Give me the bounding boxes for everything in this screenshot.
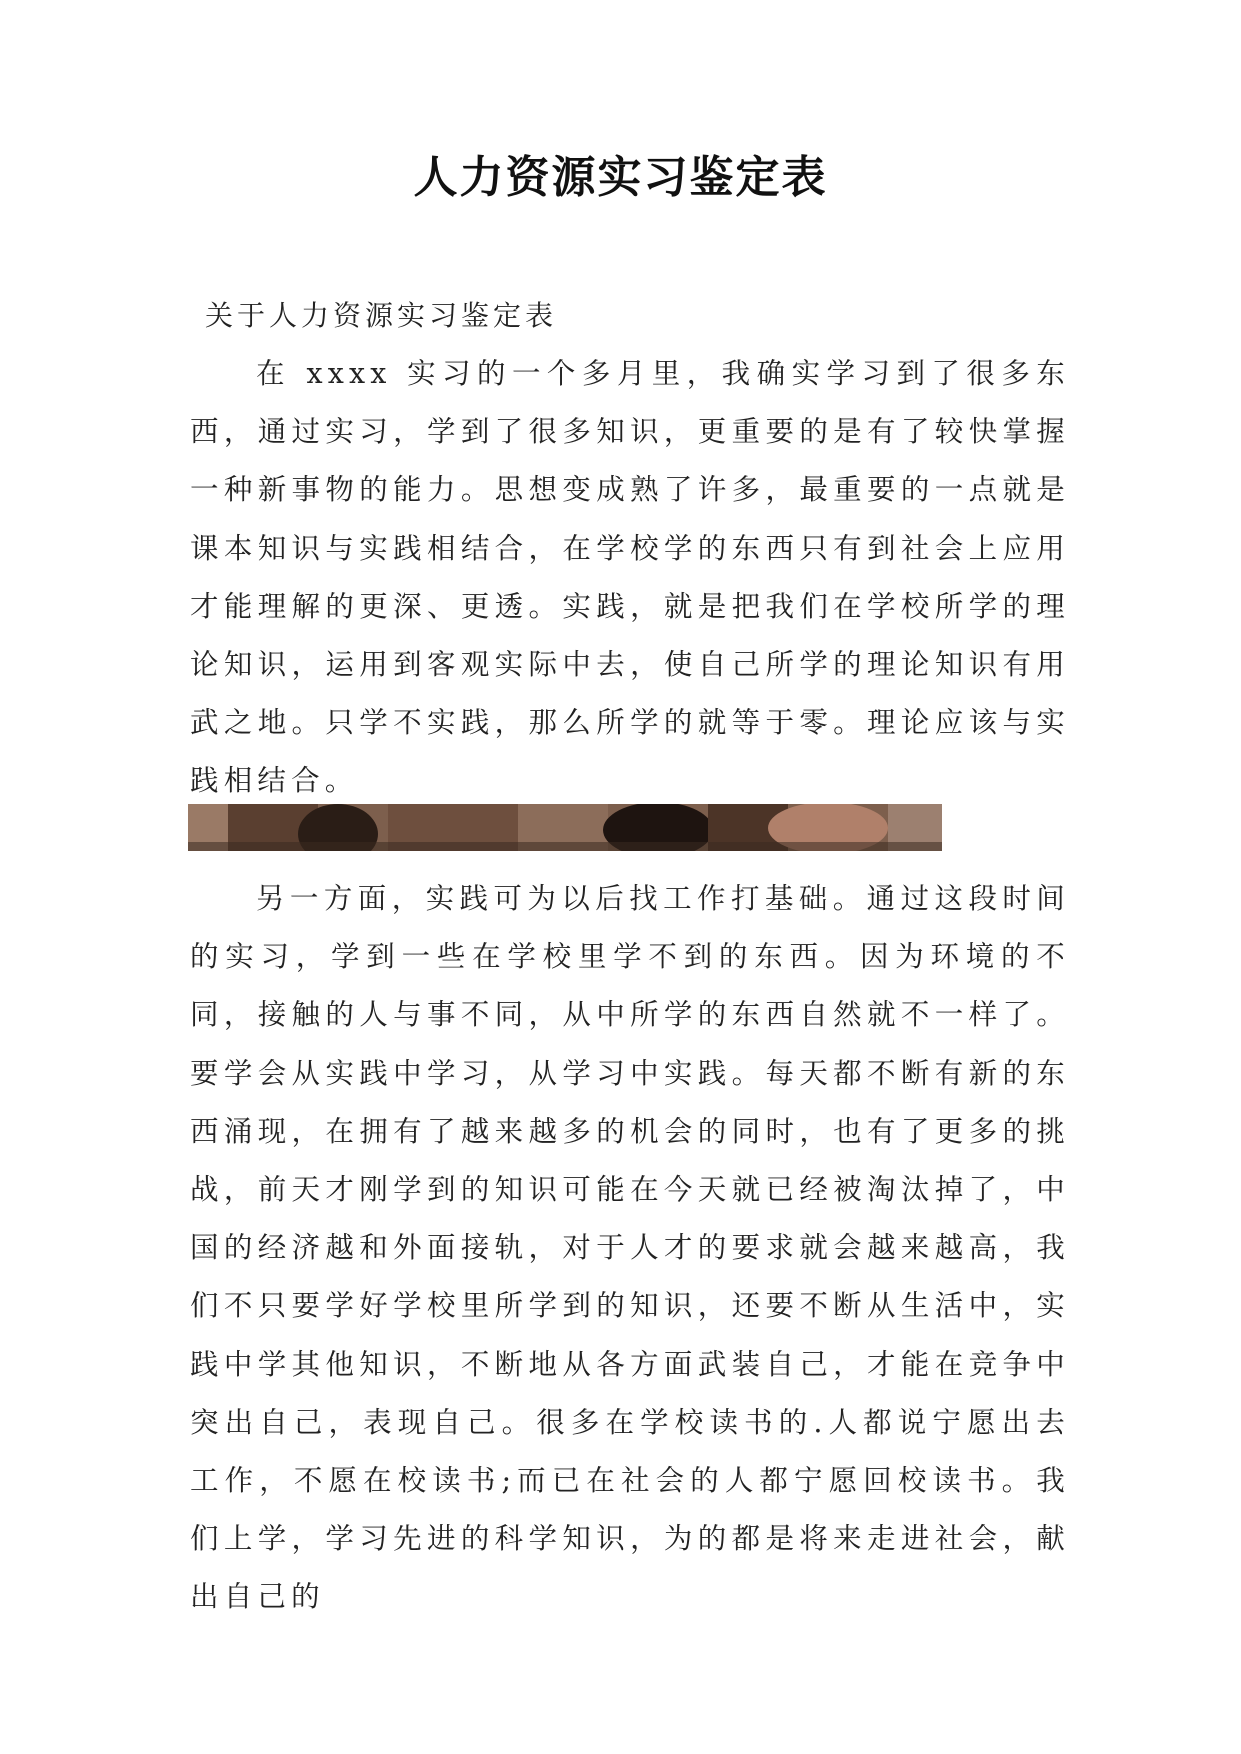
photo-image bbox=[188, 804, 942, 851]
page-title: 人力资源实习鉴定表 bbox=[413, 152, 828, 203]
paragraph: 在 xxxx 实习的一个多月里，我确实学习到了很多东西，通过实习，学到了很多知识，更重要的是有了较快掌握一种新事物的能力。思想变成熟了许多，最重要的一点就是课本知识与实践相结合，在学校学的东西只有到社会上应用才能理解的更深、更透。实践，就是把我们在学校所学的理论知识，运用到客观实际中去，使自己所学的理论知识有用武之地。只学不实践，那么所学的就等于零。理论应该与实践相结合。 bbox=[190, 357, 1070, 798]
photo-strip bbox=[188, 804, 942, 851]
paragraph: 另一方面，实践可为以后找工作打基础。通过这段时间的实习，学到一些在学校里学不到的东西。因为环境的不同，接触的人与事不同，从中所学的东西自然就不一样了。要学会从实践中学习，从学习中实践。每天都不断有新的东西涌现，在拥有了越来越多的机会的同时，也有了更多的挑战，前天才刚学到的知识可能在今天就已经被淘汰掉了，中国的经济越和外面接轨，对于人才的要求就会越来越高，我们不只要学好学校里所学到的知识，还要不断从生活中，实践中学其他知识，不断地从各方面武装自己，才能在竞争中突出自己，表现自己。很多在学校读书的.人都说宁愿出去工作，不愿在校读书;而已在社会的人都宁愿回校读书。我们上学，学习先进的科学知识，为的都是将来走进社会，献出自己的 bbox=[190, 882, 1070, 1614]
document-subtitle: 关于人力资源实习鉴定表 bbox=[205, 299, 558, 332]
